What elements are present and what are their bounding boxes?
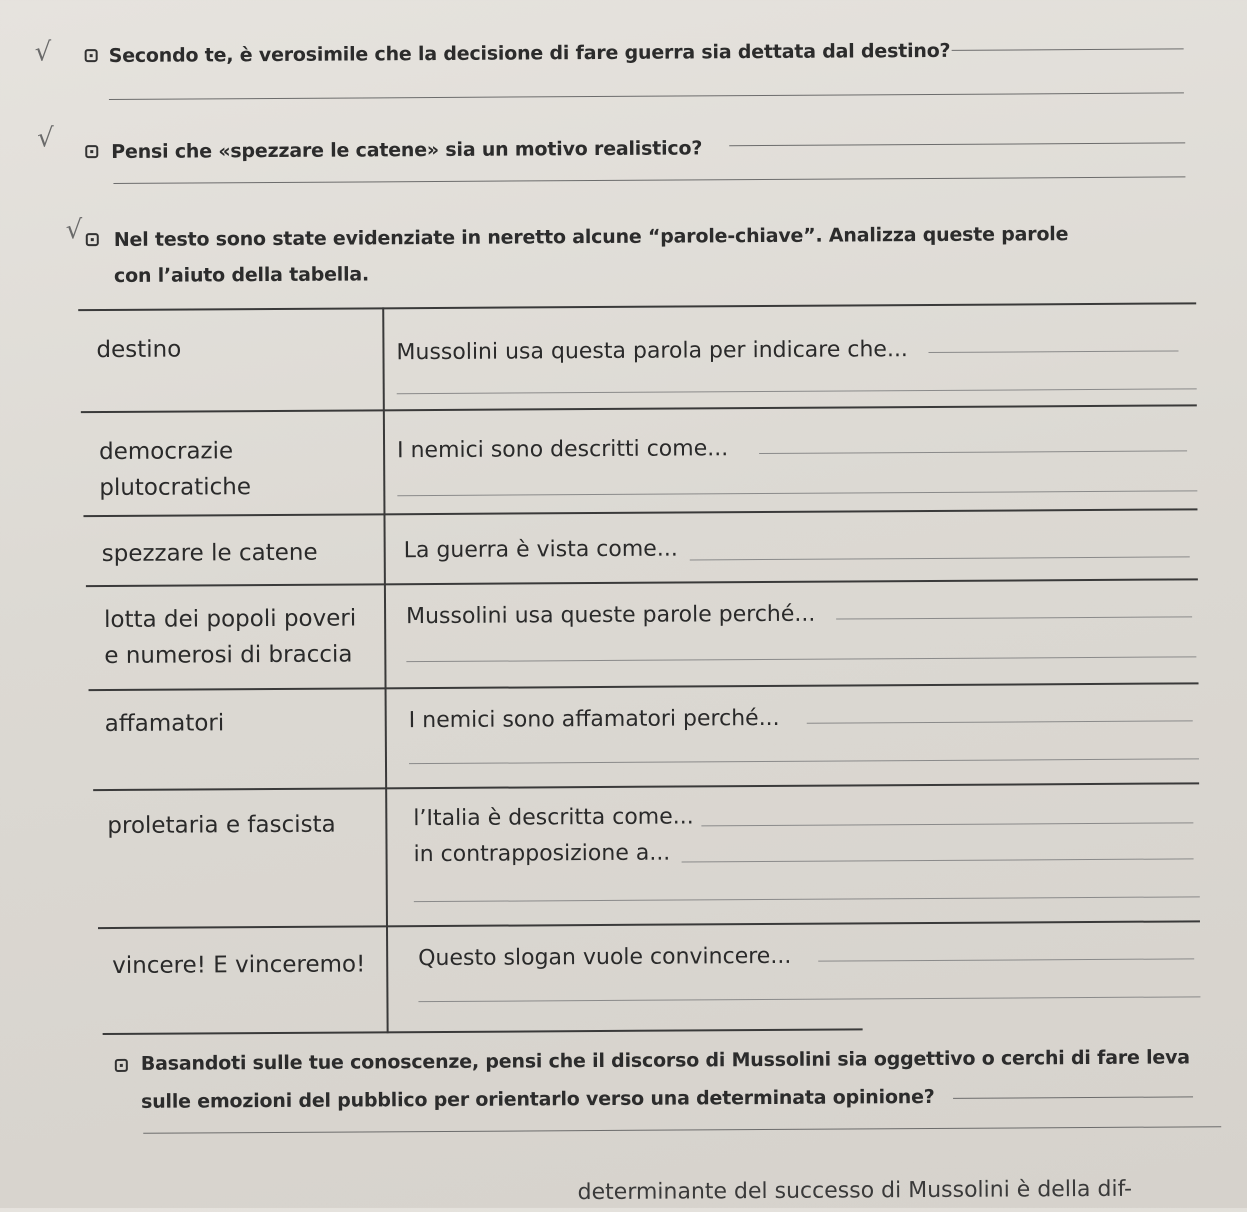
answer-line[interactable] xyxy=(807,720,1193,723)
table-term-plutocratiche: plutocratiche xyxy=(99,474,252,502)
table-prompt: Mussolini usa queste parole perché... xyxy=(406,601,816,630)
table-term-e-numerosi-di-braccia: e numerosi di braccia xyxy=(104,641,353,670)
question-bullet-icon xyxy=(85,145,98,158)
table-prompt: in contrapposizione a... xyxy=(413,840,671,868)
footer-text-cut-off: determinante del successo di Mussolini è della dif- xyxy=(577,1176,1133,1206)
answer-line[interactable] xyxy=(836,616,1192,619)
table-term-proletaria-e-fascista: proletaria e fascista xyxy=(107,811,336,840)
question-bullet-icon xyxy=(86,233,99,246)
question-2-text: Pensi che «spezzare le catene» sia un motivo realistico? xyxy=(111,137,703,163)
table-row-border xyxy=(98,920,1200,929)
answer-line[interactable] xyxy=(418,996,1200,1002)
question-3-line-1: Nel testo sono state evidenziate in neretto alcune “parole-chiave”. Analizza queste parole xyxy=(113,223,1069,251)
answer-line[interactable] xyxy=(397,490,1197,496)
question-bullet-icon xyxy=(115,1059,128,1072)
question-3-line-2: con l’aiuto della tabella. xyxy=(113,263,370,287)
table-prompt: La guerra è vista come... xyxy=(403,536,678,564)
pencil-check-mark-icon: √ xyxy=(34,37,52,68)
table-prompt: Questo slogan vuole convincere... xyxy=(418,943,792,972)
table-row-border xyxy=(81,404,1197,413)
pencil-check-mark-icon: √ xyxy=(37,123,54,154)
table-top-border xyxy=(78,302,1196,311)
table-term-lotta-dei-popoli-poveri: lotta dei popoli poveri xyxy=(104,605,357,634)
table-prompt: I nemici sono affamatori perché... xyxy=(408,705,780,734)
table-term-affamatori: affamatori xyxy=(104,710,225,738)
table-prompt: Mussolini usa questa parola per indicare che... xyxy=(396,337,908,366)
table-bottom-border xyxy=(103,1028,863,1035)
answer-line[interactable] xyxy=(928,350,1178,353)
answer-line[interactable] xyxy=(143,1126,1221,1134)
answer-line[interactable] xyxy=(409,758,1199,764)
question-bullet-icon xyxy=(85,49,98,62)
answer-line[interactable] xyxy=(113,176,1185,184)
answer-line[interactable] xyxy=(729,142,1185,146)
table-row-border xyxy=(93,782,1199,791)
question-4-line-2: sulle emozioni del pubblico per orientarlo verso una determinata opinione? xyxy=(140,1085,935,1113)
answer-line[interactable] xyxy=(690,556,1190,560)
question-1-text: Secondo te, è verosimile che la decisione di fare guerra sia dettata dal destino? xyxy=(108,39,951,67)
table-prompt: I nemici sono descritti come... xyxy=(397,436,729,464)
answer-line[interactable] xyxy=(701,822,1193,826)
question-4-line-1: Basandoti sulle tue conoscenze, pensi che il discorso di Mussolini sia oggettivo o cerchi di fare leva xyxy=(140,1046,1190,1075)
table-row-border xyxy=(89,682,1199,691)
table-term-vincere-e-vinceremo: vincere! E vinceremo! xyxy=(112,951,366,979)
answer-line[interactable] xyxy=(952,48,1184,50)
table-row-border xyxy=(83,508,1197,517)
answer-line[interactable] xyxy=(397,388,1197,394)
table-term-destino: destino xyxy=(96,336,182,364)
answer-line[interactable] xyxy=(406,656,1196,662)
table-term-democrazie: democrazie xyxy=(99,438,234,466)
answer-line[interactable] xyxy=(682,858,1194,862)
table-prompt: l’Italia è descritta come... xyxy=(413,804,694,832)
answer-line[interactable] xyxy=(818,958,1194,961)
answer-line[interactable] xyxy=(953,1096,1193,1098)
pencil-check-mark-icon: √ xyxy=(65,215,83,246)
answer-line[interactable] xyxy=(109,92,1184,100)
table-row-border xyxy=(86,578,1198,587)
answer-line[interactable] xyxy=(759,450,1187,454)
answer-line[interactable] xyxy=(414,896,1200,902)
table-term-spezzare-le-catene: spezzare le catene xyxy=(101,539,318,568)
